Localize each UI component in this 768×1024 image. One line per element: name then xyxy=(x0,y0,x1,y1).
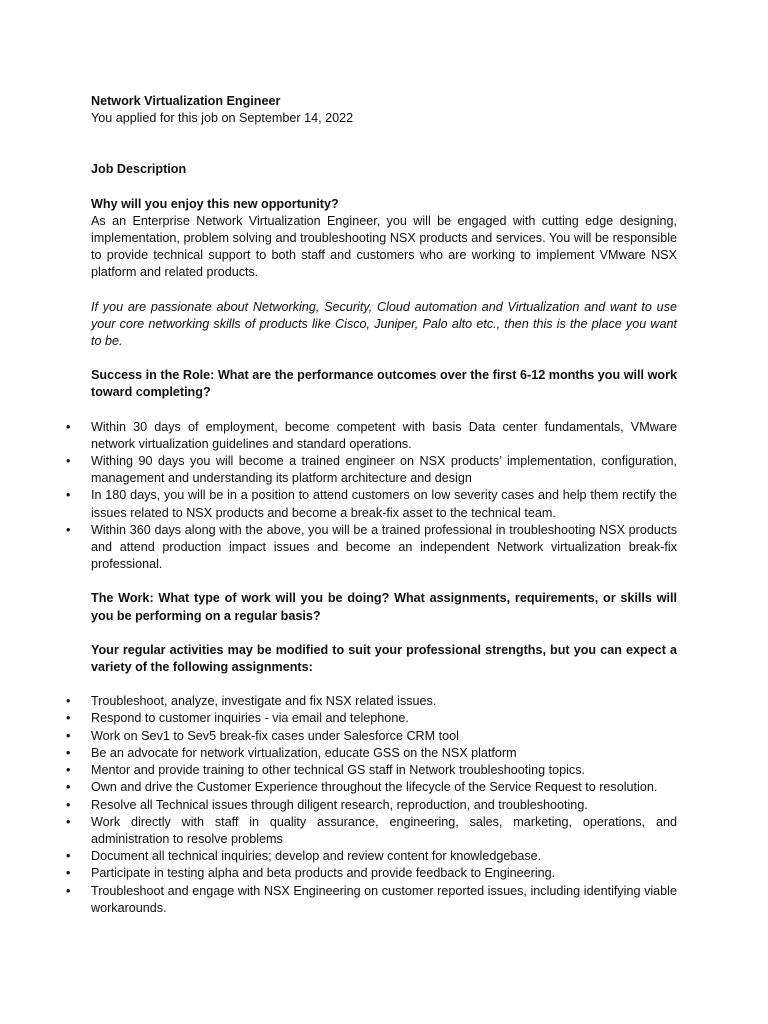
list-item: • Resolve all Technical issues through diligent research, reproduction, and troubleshooting. xyxy=(91,797,677,814)
spacer xyxy=(91,402,677,419)
passion-paragraph: If you are passionate about Networking, Security, Cloud automation and Virtualization and want to use your core networking skills of products like Cisco, Juniper, Palo alto etc., then this is the place you want to be. xyxy=(91,299,677,349)
spacer xyxy=(91,625,677,642)
activities-heading: Your regular activities may be modified to suit your professional strengths, but you can expect a variety of the following assignments: xyxy=(91,642,677,675)
why-paragraph: As an Enterprise Network Virtualization Engineer, you will be engaged with cutting edge designing, implementation, problem solving and troubleshooting NSX products and services. You will be responsible to provide technical support to both staff and customers who are working to implement VMware NSX platform and related products. xyxy=(91,213,677,280)
spacer xyxy=(91,179,677,196)
spacer xyxy=(91,676,677,693)
work-heading: The Work: What type of work will you be doing? What assignments, requirements, or skills will you be performing on a regular basis? xyxy=(91,591,677,623)
document-body xyxy=(91,93,677,917)
spacer xyxy=(91,573,677,590)
why-heading: Why will you enjoy this new opportunity? xyxy=(91,196,339,211)
assignments-list xyxy=(91,693,677,917)
list-item: • Troubleshoot and engage with NSX Engineering on customer reported issues, including identifying viable workarounds. xyxy=(91,883,677,917)
list-item: • Withing 90 days you will become a trained engineer on NSX products’ implementation, configuration, management and understanding its platform architecture and design xyxy=(91,453,677,487)
spacer xyxy=(91,282,677,299)
job-title: Network Virtualization Engineer xyxy=(91,94,281,108)
list-item: • Mentor and provide training to other technical GS staff in Network troubleshooting topics. xyxy=(91,762,677,779)
list-item: • Work directly with staff in quality assurance, engineering, sales, marketing, operations, and administration to resolve problems xyxy=(91,814,677,848)
applied-date-text: You applied for this job on September 14, 2022 xyxy=(91,111,354,126)
list-item: • Own and drive the Customer Experience throughout the lifecycle of the Service Request to resolution. xyxy=(91,779,677,796)
spacer xyxy=(91,127,677,161)
job-description-heading: Job Description xyxy=(91,162,187,177)
success-heading: Success in the Role: What are the performance outcomes over the first 6-12 months you will work toward completing? xyxy=(91,368,677,400)
list-item: • Troubleshoot, analyze, investigate and fix NSX related issues. xyxy=(91,693,677,710)
spacer xyxy=(91,350,677,367)
list-item: • Respond to customer inquiries - via email and telephone. xyxy=(91,710,677,727)
list-item: • Document all technical inquiries; develop and review content for knowledgebase. xyxy=(91,848,677,865)
success-list xyxy=(91,419,677,574)
list-item: • Within 30 days of employment, become competent with basis Data center fundamentals, VMware network virtualization guidelines and standard operations. xyxy=(91,419,677,453)
list-item: • Participate in testing alpha and beta products and provide feedback to Engineering. xyxy=(91,865,677,882)
list-item: • In 180 days, you will be in a position to attend customers on low severity cases and help them rectify the issues related to NSX products and become a break-fix asset to the technical team. xyxy=(91,487,677,521)
list-item: • Within 360 days along with the above, you will be a trained professional in troubleshooting NSX products and attend production impact issues and become an independent Network virtualization break-fix professional. xyxy=(91,522,677,574)
list-item: • Work on Sev1 to Sev5 break-fix cases under Salesforce CRM tool xyxy=(91,728,677,745)
list-item: • Be an advocate for network virtualization, educate GSS on the NSX platform xyxy=(91,745,677,762)
